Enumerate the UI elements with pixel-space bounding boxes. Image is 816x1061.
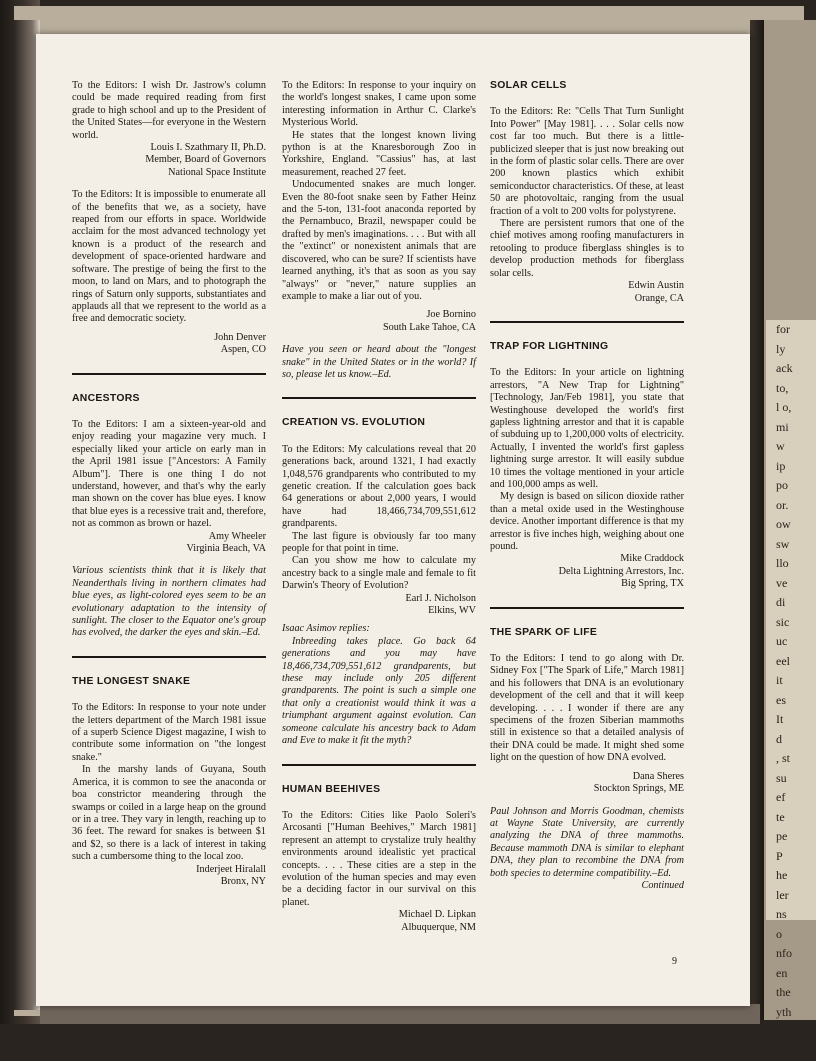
letter-signature: Big Spring, TX	[490, 578, 684, 590]
section-divider	[72, 656, 266, 658]
fragment-line: yth	[766, 1003, 816, 1023]
fragment-line: di	[766, 593, 816, 613]
fragment-line: ns	[766, 905, 816, 925]
fragment-line: su	[766, 769, 816, 789]
bottom-strip	[40, 1004, 760, 1024]
column-left	[72, 80, 266, 888]
fragment-line: mi	[766, 418, 816, 438]
fragment-line: It	[766, 710, 816, 730]
fragment-line: the	[766, 983, 816, 1003]
fragment-line: eel	[766, 652, 816, 672]
fragment-line: te	[766, 808, 816, 828]
fragment-line: sic	[766, 613, 816, 633]
fragment-line: nfo	[766, 944, 816, 964]
fragment-line: to,	[766, 379, 816, 399]
fragment-line: P	[766, 847, 816, 867]
letter-text: To the Editors: In response to your inquiry on the world's longest snakes, I came upon some interesting information in Arthur C. Clarke's Mysterious World.	[282, 80, 476, 130]
section-heading-solar: SOLAR CELLS	[490, 80, 684, 92]
fragment-line: ly	[766, 340, 816, 360]
section-heading-spark: THE SPARK OF LIFE	[490, 627, 684, 639]
page-number: 9	[672, 956, 677, 967]
editor-reply: Paul Johnson and Morris Goodman, chemists at Wayne State University, are currently analyzing the DNA of three mammoths. Because mammoth DNA is similar to elephant DNA, they plan to recombine the DNA from both species to determine compatibility.–Ed.	[490, 806, 684, 880]
section-heading-ancestors: ANCESTORS	[72, 393, 266, 405]
letter-signature: Orange, CA	[490, 293, 684, 305]
letter-signature: Amy Wheeler	[72, 531, 266, 543]
letter-text: To the Editors: I wish Dr. Jastrow's column could be made required reading from first grade to high school and up to the President of the United States—for everyone in the Western world.	[72, 80, 266, 142]
next-page-fragment	[766, 320, 816, 920]
letter-text: To the Editors: In response to your note under the letters department of the March 1981 issue of a superb Science Digest magazine, I wish to contribute some information on "the longest snake."	[72, 702, 266, 764]
fragment-line: llo	[766, 554, 816, 574]
letter-text: He states that the longest known living python is at the Knaresborough Zoo in Yorkshire, England. "Cassius" has, at last measurement, reached 27 feet.	[282, 130, 476, 180]
letter-signature: National Space Institute	[72, 167, 266, 179]
fragment-line: d	[766, 730, 816, 750]
column-right	[490, 80, 684, 892]
asimov-reply: Inbreeding takes place. Go back 64 generations and you may have 18,466,734,709,551,612 grandparents, but these may include only 205 different grandparents. The point is such a simple one that only a creationist would think it was a triumphant argument against evolution. Can someone calculate his ancestry back to Adam and Eve to make it fit the myth?	[282, 636, 476, 748]
letter-signature: Delta Lightning Arrestors, Inc.	[490, 566, 684, 578]
fragment-line: ve	[766, 574, 816, 594]
fragment-line: ic	[766, 1022, 816, 1042]
fragment-line: en	[766, 964, 816, 984]
fragment-line: ip	[766, 457, 816, 477]
fragment-line: es	[766, 691, 816, 711]
reply-label: Isaac Asimov replies:	[282, 623, 476, 635]
letter-signature: Dana Sheres	[490, 771, 684, 783]
letter-signature: Edwin Austin	[490, 280, 684, 292]
letter-text: There are persistent rumors that one of the chief motives among roofing manufacturers in retooling to produce fiberglass shingles is to develop production methods for fiberglass solar cells.	[490, 218, 684, 280]
section-heading-longest-snake: THE LONGEST SNAKE	[72, 676, 266, 688]
fragment-line: ow	[766, 515, 816, 535]
letter-text: The last figure is obviously far too many people for that point in time.	[282, 531, 476, 556]
letter-signature: Virginia Beach, VA	[72, 543, 266, 555]
letter-signature: Inderjeet Hiralall	[72, 864, 266, 876]
letter-text: In the marshy lands of Guyana, South America, it is common to see the anaconda or boa constrictor meandering through the swamps or coiled in a large heap on the ground or in a tree. They vary in length, reaching up to 36 feet. The reward for snakes is between $1 and $2, so there is a lack of interest in taking such a cumbersome thing to the local zoo.	[72, 764, 266, 863]
letter-text: To the Editors: Re: "Cells That Turn Sunlight Into Power" [May 1981]. . . . Solar cells now cost far too much. But there is a little-publicized sleeper that is just now breaking out in the form of plastic solar cells. There are over 200 known plastics which exhibit semiconductor characteristics. Of these, at least 50 are photovoltaic, ranging from the usual fraction of a volt to 200 volts for polystyrene.	[490, 106, 684, 218]
letter-text: To the Editors: Cities like Paolo Soleri's Arcosanti ["Human Beehives," March 1981] represent an attempt to crystalize truly healthy environments around idealistic yet practical concepts. . . . These cities are a step in the evolution of the human species and may even be a deciding factor in our survival on this planet.	[282, 810, 476, 909]
section-heading-beehives: HUMAN BEEHIVES	[282, 784, 476, 796]
letter-text: My design is based on silicon dioxide rather than a metal oxide used in the Westinghouse device. Another important difference is that my arrestor is five inches high, weighing about one pound.	[490, 491, 684, 553]
letter-text: To the Editors: In your article on lightning arrestors, "A New Trap for Lightning" [Technology, Jan/Feb 1981], you state that Westinghouse developed the world's first gapless lightning arrestor and that it is capable of subduing up to 1,200,000 volts of electricity. Actually, I invented the world's first gapless lightning surge arrestor. It will easily subdue 10 times the voltage mentioned in your article and 100,000 amps as well.	[490, 367, 684, 491]
letter-signature: South Lake Tahoe, CA	[282, 322, 476, 334]
fragment-line: he	[766, 866, 816, 886]
fragment-line: , st	[766, 749, 816, 769]
letter-text: Undocumented snakes are much longer. Even the 80-foot snake seen by Father Heinz and the 5-ton, 131-foot anaconda reported by the Pernambuco, Brazil, newspaper could be drafted by men's imaginations. . . . But with all the "extinct" or nonexistent animals that are discovered, who can be sure? If scientists have learned anything, it's that as soon as you say "always" or "never," nature supplies an example to make a liar out of you.	[282, 179, 476, 303]
fragment-line: ack	[766, 359, 816, 379]
letter-signature: Mike Craddock	[490, 553, 684, 565]
letter-signature: Albuquerque, NM	[282, 922, 476, 934]
fragment-line: ef	[766, 788, 816, 808]
editor-reply: Various scientists think that it is likely that Neanderthals living in northern climates had blue eyes, as light-colored eyes seem to be an evolutionary adaptation to the intensity of sunlight. The closer to the Equator one's group has evolved, the darker the eyes and skin.–Ed.	[72, 565, 266, 639]
letter-text: To the Editors: My calculations reveal that 20 generations back, around 1321, I had exactly 1,048,576 grandparents who contributed to my genetic creation. If the calculation goes back 64 generations or about 2,000 years, I would have had 18,466,734,709,551,612 grandparents.	[282, 444, 476, 531]
page-edge	[750, 20, 764, 1020]
fragment-line: l o,	[766, 398, 816, 418]
letter-text: To the Editors: I am a sixteen-year-old and enjoy reading your magazine very much. I especially liked your article on early man in the April 1981 issue ["Ancestors: A Family Album"]. There is one thing I do not understand, however, and that's why the early man shown on the cover has blue eyes. I know that blue eyes is a recessive trait and, therefore, not as common as brown or hazel.	[72, 419, 266, 531]
section-divider	[282, 764, 476, 766]
letter-signature: Bronx, NY	[72, 876, 266, 888]
letter-signature: Earl J. Nicholson	[282, 593, 476, 605]
section-divider	[72, 373, 266, 375]
section-divider	[282, 397, 476, 399]
fragment-line: sw	[766, 535, 816, 555]
letter-signature: Joe Bornino	[282, 309, 476, 321]
fragment-line: pe	[766, 827, 816, 847]
section-divider	[490, 321, 684, 323]
column-middle	[282, 80, 476, 934]
letter-signature: Member, Board of Governors	[72, 154, 266, 166]
letter-text: Can you show me how to calculate my ancestry back to a single male and female to fit Darwin's Theory of Evolution?	[282, 555, 476, 592]
letter-signature: Aspen, CO	[72, 344, 266, 356]
fragment-line: po	[766, 476, 816, 496]
fragment-line: or.	[766, 496, 816, 516]
fragment-line: uc	[766, 632, 816, 652]
fragment-line: for	[766, 320, 816, 340]
section-heading-creation: CREATION VS. EVOLUTION	[282, 417, 476, 429]
letter-signature: Stockton Springs, ME	[490, 783, 684, 795]
fragment-line: w	[766, 437, 816, 457]
fragment-line: o	[766, 925, 816, 945]
section-divider	[490, 607, 684, 609]
letter-signature: Louis I. Szathmary II, Ph.D.	[72, 142, 266, 154]
letter-signature: Elkins, WV	[282, 605, 476, 617]
letter-text: To the Editors: It is impossible to enumerate all of the benefits that we, as a society, have reaped from our efforts in space. Worldwide acclaim for the most advanced technology yet known is a product of the research and development of space-oriented hardware and software. The prestige of being the first to the moon, to land on Mars, and to photograph the rings of Saturn only supports, substantiates and applauds all that we represent to the world as a free and democratic society.	[72, 189, 266, 325]
editor-reply: Have you seen or heard about the "longest snake" in the United States or in the world? If so, please let us know.–Ed.	[282, 344, 476, 381]
continued-label: Continued	[490, 880, 684, 892]
letter-text: To the Editors: I tend to go along with Dr. Sidney Fox ["The Spark of Life," March 1981] and his followers that DNA is an evolutionary development of the cell and that it will keep developing. . . . I wonder if there are any specimens of the frozen Siberian mammoths still in existence so that a detailed analysis of their DNA could be made. It might shed some light on the question of how DNA evolved.	[490, 653, 684, 765]
letter-signature: John Denver	[72, 332, 266, 344]
section-heading-lightning: TRAP FOR LIGHTNING	[490, 341, 684, 353]
fragment-line: it	[766, 671, 816, 691]
letter-signature: Michael D. Lipkan	[282, 909, 476, 921]
fragment-line: Pyt	[766, 1042, 816, 1061]
fragment-line: ler	[766, 886, 816, 906]
